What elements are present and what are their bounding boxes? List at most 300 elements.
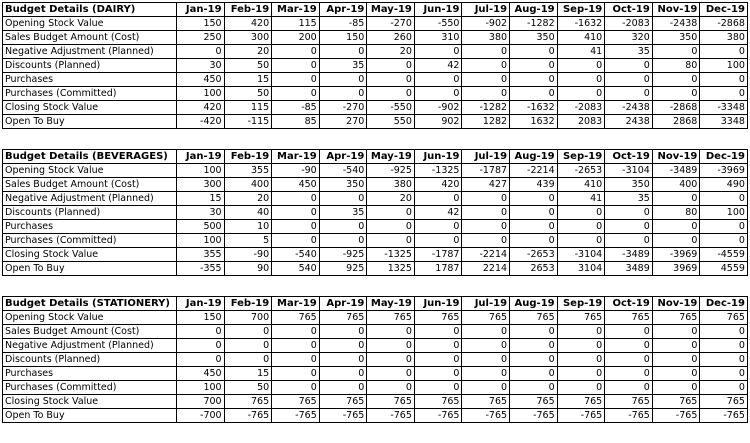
- value-cell[interactable]: 1325: [367, 262, 415, 276]
- value-cell[interactable]: 80: [652, 206, 700, 220]
- value-cell[interactable]: 0: [652, 367, 700, 381]
- value-cell[interactable]: 765: [272, 311, 320, 325]
- value-cell[interactable]: 0: [177, 353, 225, 367]
- value-cell[interactable]: 0: [462, 45, 510, 59]
- value-cell[interactable]: 410: [557, 178, 605, 192]
- value-cell[interactable]: -540: [272, 248, 320, 262]
- value-cell[interactable]: 0: [272, 353, 320, 367]
- value-cell[interactable]: -2868: [652, 101, 700, 115]
- value-cell[interactable]: 355: [224, 164, 272, 178]
- value-cell[interactable]: 410: [557, 31, 605, 45]
- value-cell[interactable]: 90: [224, 262, 272, 276]
- value-cell[interactable]: -765: [414, 409, 462, 423]
- value-cell[interactable]: 0: [414, 45, 462, 59]
- value-cell[interactable]: 0: [414, 192, 462, 206]
- value-cell[interactable]: 0: [319, 381, 367, 395]
- value-cell[interactable]: 0: [414, 381, 462, 395]
- value-cell[interactable]: -925: [367, 164, 415, 178]
- value-cell[interactable]: 0: [462, 339, 510, 353]
- value-cell[interactable]: 0: [510, 192, 558, 206]
- value-cell[interactable]: 550: [367, 115, 415, 129]
- value-cell[interactable]: 0: [224, 353, 272, 367]
- value-cell[interactable]: 260: [367, 31, 415, 45]
- value-cell[interactable]: 0: [557, 325, 605, 339]
- value-cell[interactable]: 15: [224, 367, 272, 381]
- value-cell[interactable]: -1787: [414, 248, 462, 262]
- value-cell[interactable]: 0: [367, 87, 415, 101]
- value-cell[interactable]: 0: [510, 353, 558, 367]
- value-cell[interactable]: 420: [177, 101, 225, 115]
- value-cell[interactable]: 50: [224, 87, 272, 101]
- value-cell[interactable]: -765: [272, 409, 320, 423]
- value-cell[interactable]: 40: [224, 206, 272, 220]
- value-cell[interactable]: 765: [652, 311, 700, 325]
- value-cell[interactable]: 300: [224, 31, 272, 45]
- value-cell[interactable]: 0: [652, 73, 700, 87]
- value-cell[interactable]: -700: [177, 409, 225, 423]
- value-cell[interactable]: 0: [319, 234, 367, 248]
- value-cell[interactable]: -90: [272, 164, 320, 178]
- value-cell[interactable]: 0: [700, 353, 748, 367]
- value-cell[interactable]: 42: [414, 59, 462, 73]
- value-cell[interactable]: 420: [414, 178, 462, 192]
- value-cell[interactable]: 0: [557, 381, 605, 395]
- value-cell[interactable]: 15: [177, 192, 225, 206]
- value-cell[interactable]: 0: [652, 381, 700, 395]
- value-cell[interactable]: -270: [319, 101, 367, 115]
- value-cell[interactable]: 100: [700, 206, 748, 220]
- value-cell[interactable]: -85: [319, 17, 367, 31]
- value-cell[interactable]: 150: [177, 17, 225, 31]
- table-row: [3, 353, 748, 367]
- value-cell[interactable]: -4559: [700, 248, 748, 262]
- value-cell[interactable]: -765: [319, 409, 367, 423]
- value-cell[interactable]: 100: [177, 381, 225, 395]
- value-cell[interactable]: -2653: [557, 164, 605, 178]
- value-cell[interactable]: 0: [319, 339, 367, 353]
- value-cell[interactable]: 355: [177, 248, 225, 262]
- value-cell[interactable]: 439: [510, 178, 558, 192]
- value-cell[interactable]: -2214: [462, 248, 510, 262]
- value-cell[interactable]: -2868: [700, 17, 748, 31]
- value-cell[interactable]: 902: [414, 115, 462, 129]
- value-cell[interactable]: 380: [367, 178, 415, 192]
- value-cell[interactable]: 270: [319, 115, 367, 129]
- value-cell[interactable]: 765: [557, 395, 605, 409]
- value-cell[interactable]: 0: [414, 339, 462, 353]
- value-cell[interactable]: 0: [652, 339, 700, 353]
- value-cell[interactable]: 0: [319, 367, 367, 381]
- value-cell[interactable]: 20: [224, 192, 272, 206]
- value-cell[interactable]: 765: [224, 395, 272, 409]
- value-cell[interactable]: 0: [224, 325, 272, 339]
- value-cell[interactable]: 0: [652, 353, 700, 367]
- value-cell[interactable]: 0: [557, 73, 605, 87]
- value-cell[interactable]: 1787: [414, 262, 462, 276]
- value-cell[interactable]: 0: [510, 381, 558, 395]
- value-cell[interactable]: 0: [414, 234, 462, 248]
- value-cell[interactable]: 0: [414, 220, 462, 234]
- value-cell[interactable]: -765: [700, 409, 748, 423]
- value-cell[interactable]: -2214: [510, 164, 558, 178]
- value-cell[interactable]: 50: [224, 381, 272, 395]
- value-cell[interactable]: 35: [319, 59, 367, 73]
- value-cell[interactable]: -355: [177, 262, 225, 276]
- value-cell[interactable]: 765: [414, 395, 462, 409]
- value-cell[interactable]: 0: [652, 325, 700, 339]
- value-cell[interactable]: -3969: [700, 164, 748, 178]
- value-cell[interactable]: 0: [510, 45, 558, 59]
- value-cell[interactable]: 0: [272, 87, 320, 101]
- value-cell[interactable]: -3489: [652, 164, 700, 178]
- value-cell[interactable]: 0: [414, 325, 462, 339]
- value-cell[interactable]: 0: [367, 381, 415, 395]
- value-cell[interactable]: 200: [272, 31, 320, 45]
- value-cell[interactable]: 0: [272, 381, 320, 395]
- value-cell[interactable]: -765: [510, 409, 558, 423]
- value-cell[interactable]: 0: [367, 325, 415, 339]
- value-cell[interactable]: -2438: [605, 101, 653, 115]
- value-cell[interactable]: 0: [367, 353, 415, 367]
- value-cell[interactable]: 925: [319, 262, 367, 276]
- value-cell[interactable]: 0: [414, 353, 462, 367]
- value-cell[interactable]: 20: [367, 192, 415, 206]
- value-cell[interactable]: 0: [462, 87, 510, 101]
- value-cell[interactable]: 0: [605, 220, 653, 234]
- value-cell[interactable]: -902: [414, 101, 462, 115]
- value-cell[interactable]: 35: [605, 192, 653, 206]
- value-cell[interactable]: 310: [414, 31, 462, 45]
- value-cell[interactable]: 0: [510, 206, 558, 220]
- value-cell[interactable]: 765: [700, 311, 748, 325]
- value-cell[interactable]: 50: [224, 59, 272, 73]
- value-cell[interactable]: -902: [462, 17, 510, 31]
- value-cell[interactable]: 2438: [605, 115, 653, 129]
- value-cell[interactable]: 0: [700, 87, 748, 101]
- value-cell[interactable]: 765: [367, 311, 415, 325]
- value-cell[interactable]: 10: [224, 220, 272, 234]
- value-cell[interactable]: 0: [700, 339, 748, 353]
- value-cell[interactable]: 490: [700, 178, 748, 192]
- value-cell[interactable]: -765: [367, 409, 415, 423]
- value-cell[interactable]: 0: [652, 234, 700, 248]
- value-cell[interactable]: 1282: [462, 115, 510, 129]
- value-cell[interactable]: 765: [700, 395, 748, 409]
- value-cell[interactable]: 0: [462, 73, 510, 87]
- value-cell[interactable]: 765: [319, 311, 367, 325]
- value-cell[interactable]: 0: [510, 59, 558, 73]
- value-cell[interactable]: 380: [700, 31, 748, 45]
- value-cell[interactable]: 30: [177, 206, 225, 220]
- value-cell[interactable]: 0: [177, 339, 225, 353]
- value-cell[interactable]: 765: [462, 395, 510, 409]
- value-cell[interactable]: 0: [462, 220, 510, 234]
- value-cell[interactable]: -1787: [462, 164, 510, 178]
- month-header: Jan-19: [177, 150, 225, 164]
- value-cell[interactable]: 0: [605, 367, 653, 381]
- value-cell[interactable]: 0: [700, 381, 748, 395]
- value-cell[interactable]: 350: [652, 31, 700, 45]
- value-cell[interactable]: -1325: [367, 248, 415, 262]
- value-cell[interactable]: 0: [177, 325, 225, 339]
- value-cell[interactable]: -1282: [510, 17, 558, 31]
- value-cell[interactable]: 0: [367, 73, 415, 87]
- value-cell[interactable]: 1632: [510, 115, 558, 129]
- value-cell[interactable]: 0: [462, 59, 510, 73]
- value-cell[interactable]: 3104: [557, 262, 605, 276]
- value-cell[interactable]: 2868: [652, 115, 700, 129]
- value-cell[interactable]: 0: [557, 234, 605, 248]
- value-cell[interactable]: 0: [462, 381, 510, 395]
- value-cell[interactable]: 150: [177, 311, 225, 325]
- value-cell[interactable]: 41: [557, 192, 605, 206]
- value-cell[interactable]: 250: [177, 31, 225, 45]
- value-cell[interactable]: 0: [557, 59, 605, 73]
- value-cell[interactable]: 0: [557, 87, 605, 101]
- value-cell[interactable]: -765: [224, 409, 272, 423]
- value-cell[interactable]: 450: [272, 178, 320, 192]
- value-cell[interactable]: 0: [700, 45, 748, 59]
- value-cell[interactable]: -765: [557, 409, 605, 423]
- value-cell[interactable]: 3348: [700, 115, 748, 129]
- value-cell[interactable]: 0: [700, 367, 748, 381]
- value-cell[interactable]: 765: [319, 395, 367, 409]
- value-cell[interactable]: -1632: [557, 17, 605, 31]
- value-cell[interactable]: -2083: [605, 17, 653, 31]
- value-cell[interactable]: 80: [652, 59, 700, 73]
- value-cell[interactable]: 0: [652, 45, 700, 59]
- value-cell[interactable]: 0: [510, 234, 558, 248]
- row-label: Open To Buy: [3, 115, 177, 129]
- value-cell[interactable]: 35: [319, 206, 367, 220]
- value-cell[interactable]: -765: [605, 409, 653, 423]
- value-cell[interactable]: 100: [177, 164, 225, 178]
- value-cell[interactable]: 0: [700, 192, 748, 206]
- value-cell[interactable]: 0: [367, 206, 415, 220]
- value-cell[interactable]: 765: [414, 311, 462, 325]
- value-cell[interactable]: 100: [177, 234, 225, 248]
- value-cell[interactable]: 0: [177, 45, 225, 59]
- value-cell[interactable]: 700: [177, 395, 225, 409]
- value-cell[interactable]: 100: [177, 87, 225, 101]
- value-cell[interactable]: 350: [319, 178, 367, 192]
- value-cell[interactable]: 0: [319, 220, 367, 234]
- value-cell[interactable]: 350: [605, 178, 653, 192]
- value-cell[interactable]: -550: [414, 17, 462, 31]
- value-cell[interactable]: 3489: [605, 262, 653, 276]
- value-cell[interactable]: 0: [700, 234, 748, 248]
- value-cell[interactable]: 0: [510, 367, 558, 381]
- value-cell[interactable]: 20: [224, 45, 272, 59]
- value-cell[interactable]: -270: [367, 17, 415, 31]
- value-cell[interactable]: 0: [414, 367, 462, 381]
- value-cell[interactable]: 2653: [510, 262, 558, 276]
- value-cell[interactable]: -3348: [700, 101, 748, 115]
- value-cell[interactable]: 0: [462, 192, 510, 206]
- value-cell[interactable]: 420: [224, 17, 272, 31]
- value-cell[interactable]: 0: [605, 339, 653, 353]
- value-cell[interactable]: 3969: [652, 262, 700, 276]
- value-cell[interactable]: 0: [319, 192, 367, 206]
- value-cell[interactable]: 0: [319, 45, 367, 59]
- value-cell[interactable]: 450: [177, 73, 225, 87]
- value-cell[interactable]: -925: [319, 248, 367, 262]
- value-cell[interactable]: 0: [462, 367, 510, 381]
- value-cell[interactable]: 41: [557, 45, 605, 59]
- value-cell[interactable]: 115: [224, 101, 272, 115]
- value-cell[interactable]: 0: [414, 87, 462, 101]
- value-cell[interactable]: 0: [605, 87, 653, 101]
- value-cell[interactable]: 0: [557, 220, 605, 234]
- value-cell[interactable]: 0: [272, 73, 320, 87]
- month-header: Dec-19: [700, 3, 748, 17]
- value-cell[interactable]: 15: [224, 73, 272, 87]
- value-cell[interactable]: 150: [319, 31, 367, 45]
- value-cell[interactable]: -3969: [652, 248, 700, 262]
- value-cell[interactable]: 30: [177, 59, 225, 73]
- value-cell[interactable]: 0: [319, 353, 367, 367]
- row-label: Negative Adjustment (Planned): [3, 339, 177, 353]
- table-row: [3, 395, 748, 409]
- value-cell[interactable]: 100: [700, 59, 748, 73]
- value-cell[interactable]: -3489: [605, 248, 653, 262]
- value-cell[interactable]: 765: [510, 395, 558, 409]
- value-cell[interactable]: 0: [272, 59, 320, 73]
- value-cell[interactable]: 300: [177, 178, 225, 192]
- value-cell[interactable]: 0: [272, 325, 320, 339]
- value-cell[interactable]: 765: [605, 395, 653, 409]
- header-row: [3, 150, 748, 164]
- value-cell[interactable]: 0: [557, 206, 605, 220]
- value-cell[interactable]: 765: [510, 311, 558, 325]
- value-cell[interactable]: 700: [224, 311, 272, 325]
- value-cell[interactable]: 85: [272, 115, 320, 129]
- value-cell[interactable]: 0: [367, 234, 415, 248]
- value-cell[interactable]: 0: [462, 206, 510, 220]
- value-cell[interactable]: 4559: [700, 262, 748, 276]
- value-cell[interactable]: 765: [652, 395, 700, 409]
- value-cell[interactable]: -3104: [605, 164, 653, 178]
- value-cell[interactable]: 0: [557, 353, 605, 367]
- value-cell[interactable]: 0: [510, 339, 558, 353]
- value-cell[interactable]: -2653: [510, 248, 558, 262]
- value-cell[interactable]: 400: [224, 178, 272, 192]
- value-cell[interactable]: 0: [414, 73, 462, 87]
- value-cell[interactable]: 0: [367, 367, 415, 381]
- value-cell[interactable]: 450: [177, 367, 225, 381]
- value-cell[interactable]: 765: [462, 311, 510, 325]
- value-cell[interactable]: 320: [605, 31, 653, 45]
- value-cell[interactable]: 0: [272, 367, 320, 381]
- value-cell[interactable]: 0: [319, 325, 367, 339]
- value-cell[interactable]: 0: [272, 192, 320, 206]
- value-cell[interactable]: -540: [319, 164, 367, 178]
- value-cell[interactable]: 0: [319, 87, 367, 101]
- value-cell[interactable]: -420: [177, 115, 225, 129]
- value-cell[interactable]: 0: [272, 339, 320, 353]
- month-header: Mar-19: [272, 150, 320, 164]
- value-cell[interactable]: 0: [652, 192, 700, 206]
- value-cell[interactable]: 0: [605, 73, 653, 87]
- value-cell[interactable]: 0: [272, 220, 320, 234]
- value-cell[interactable]: 380: [462, 31, 510, 45]
- value-cell[interactable]: 0: [700, 73, 748, 87]
- month-header: Oct-19: [605, 150, 653, 164]
- value-cell[interactable]: 2214: [462, 262, 510, 276]
- value-cell[interactable]: 0: [605, 59, 653, 73]
- value-cell[interactable]: -765: [462, 409, 510, 423]
- value-cell[interactable]: 0: [605, 381, 653, 395]
- value-cell[interactable]: 350: [510, 31, 558, 45]
- value-cell[interactable]: 0: [367, 339, 415, 353]
- value-cell[interactable]: 0: [557, 339, 605, 353]
- value-cell[interactable]: 2083: [557, 115, 605, 129]
- value-cell[interactable]: 540: [272, 262, 320, 276]
- table-row: [3, 115, 748, 129]
- value-cell[interactable]: -1325: [414, 164, 462, 178]
- value-cell[interactable]: 0: [557, 367, 605, 381]
- value-cell[interactable]: 0: [652, 87, 700, 101]
- value-cell[interactable]: 0: [462, 234, 510, 248]
- value-cell[interactable]: 427: [462, 178, 510, 192]
- value-cell[interactable]: 765: [367, 395, 415, 409]
- value-cell[interactable]: 5: [224, 234, 272, 248]
- value-cell[interactable]: 0: [605, 325, 653, 339]
- value-cell[interactable]: -3104: [557, 248, 605, 262]
- value-cell[interactable]: -2438: [652, 17, 700, 31]
- value-cell[interactable]: 0: [700, 220, 748, 234]
- value-cell[interactable]: 0: [510, 87, 558, 101]
- value-cell[interactable]: 0: [605, 234, 653, 248]
- value-cell[interactable]: 0: [367, 220, 415, 234]
- value-cell[interactable]: -1282: [462, 101, 510, 115]
- value-cell[interactable]: 0: [224, 339, 272, 353]
- value-cell[interactable]: 0: [462, 325, 510, 339]
- value-cell[interactable]: 0: [700, 325, 748, 339]
- value-cell[interactable]: 0: [462, 353, 510, 367]
- value-cell[interactable]: 0: [319, 73, 367, 87]
- value-cell[interactable]: 0: [272, 45, 320, 59]
- value-cell[interactable]: -550: [367, 101, 415, 115]
- value-cell[interactable]: 0: [510, 73, 558, 87]
- value-cell[interactable]: 765: [605, 311, 653, 325]
- value-cell[interactable]: 500: [177, 220, 225, 234]
- value-cell[interactable]: 42: [414, 206, 462, 220]
- row-label: Closing Stock Value: [3, 395, 177, 409]
- value-cell[interactable]: -90: [224, 248, 272, 262]
- value-cell[interactable]: 0: [510, 220, 558, 234]
- value-cell[interactable]: 765: [557, 311, 605, 325]
- value-cell[interactable]: 35: [605, 45, 653, 59]
- value-cell[interactable]: 0: [605, 353, 653, 367]
- table-title: Budget Details (BEVERAGES): [3, 150, 177, 164]
- value-cell[interactable]: -2083: [557, 101, 605, 115]
- value-cell[interactable]: 0: [367, 59, 415, 73]
- value-cell[interactable]: 400: [652, 178, 700, 192]
- value-cell[interactable]: -765: [652, 409, 700, 423]
- value-cell[interactable]: 0: [510, 325, 558, 339]
- value-cell[interactable]: -85: [272, 101, 320, 115]
- value-cell[interactable]: 20: [367, 45, 415, 59]
- value-cell[interactable]: 0: [272, 206, 320, 220]
- value-cell[interactable]: -1632: [510, 101, 558, 115]
- value-cell[interactable]: 115: [272, 17, 320, 31]
- value-cell[interactable]: 0: [605, 206, 653, 220]
- value-cell[interactable]: -115: [224, 115, 272, 129]
- value-cell[interactable]: 0: [272, 234, 320, 248]
- value-cell[interactable]: 765: [272, 395, 320, 409]
- value-cell[interactable]: 0: [652, 220, 700, 234]
